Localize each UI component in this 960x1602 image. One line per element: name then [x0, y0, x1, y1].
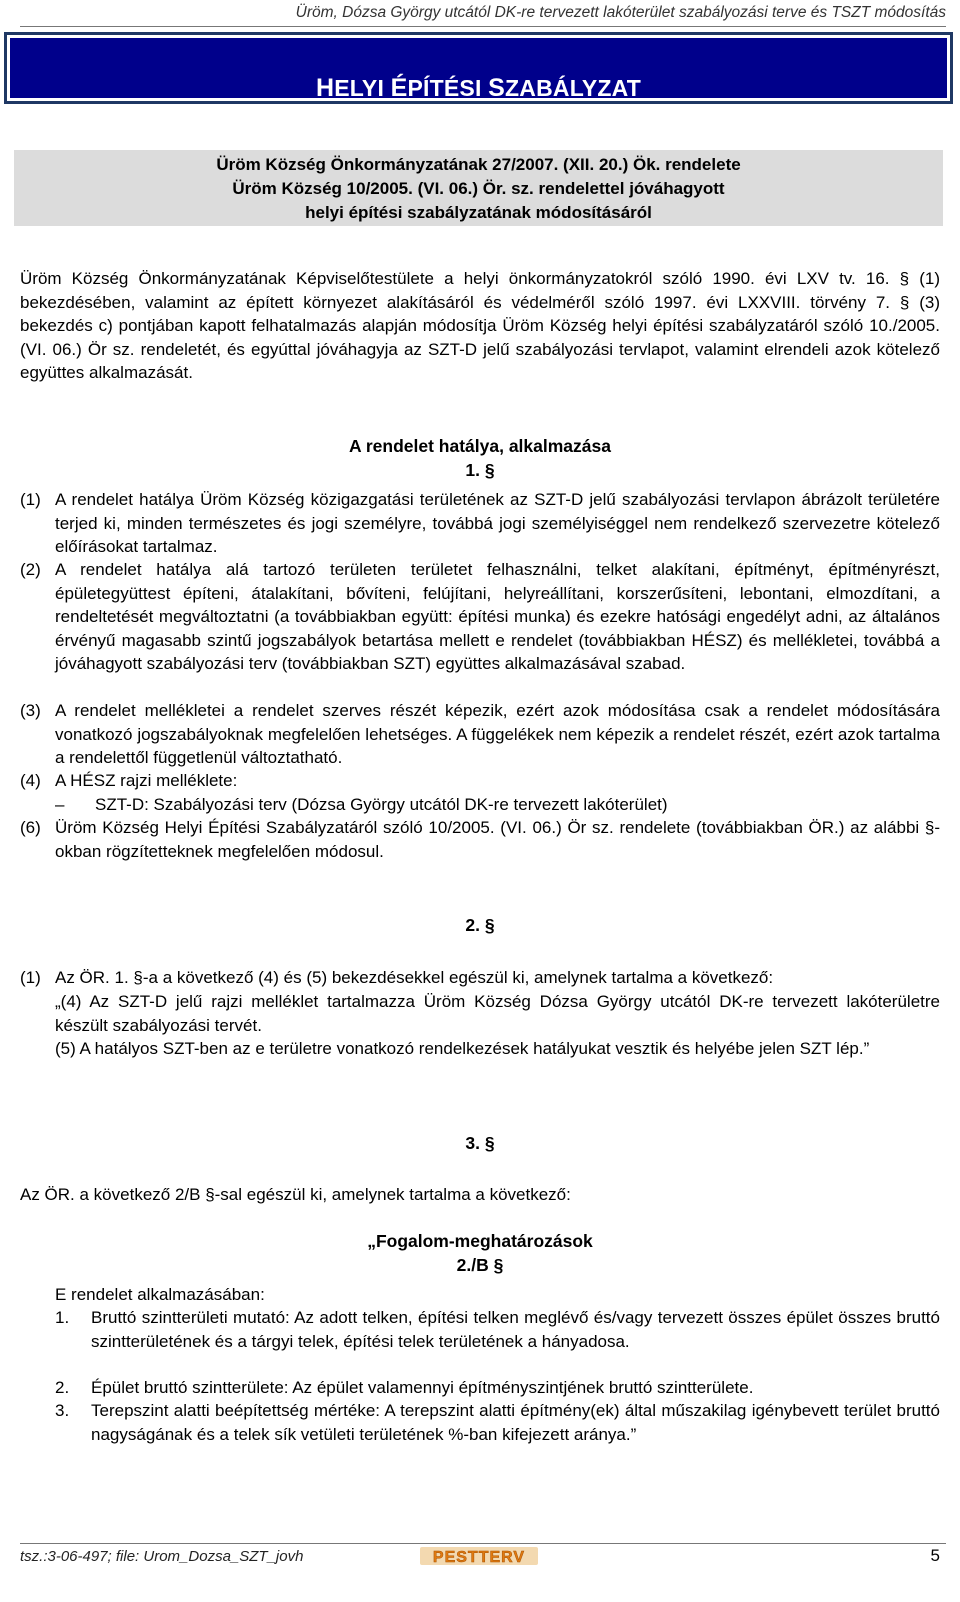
paragraph-number: (1) — [20, 490, 41, 509]
title-banner — [4, 32, 953, 104]
decree-title-box — [14, 150, 943, 226]
paragraph-1-4 — [20, 769, 940, 793]
definition-item — [55, 1306, 940, 1353]
paragraph-2-1 — [20, 966, 940, 990]
quoted-paragraph-5: (5) A hatályos SZT-ben az e területre vonatkozó rendelkezések hatályukat vesztik és helyébe jelen SZT lép.” — [55, 1039, 870, 1058]
list-item-text: SZT-D: Szabályozási terv (Dózsa György utcától DK-re tervezett lakóterület) — [95, 795, 668, 814]
paragraph-text: A rendelet hatálya alá tartozó területen területet felhasználni, telket alakítani, építményt, építményrészt, épületegyüttest építeni, átalakítani, bővíteni, felújítani, helyreállítani, korszerűsíteni, lebontani, elmozdítani, a rendeltetését megváltoztatni (a továbbiakban együtt: építési munka) és ezekre hatósági engedélyt adni, az általános érvényű magasabb szintű jogszabályok betartása mellett e rendelet (továbbiakban HÉSZ) és mellékletei, továbbá a jóváhagyott szabályozási terv (továbbiakban SZT) együttes alkalmazásával szabad. — [55, 560, 940, 673]
paragraph-1-6 — [20, 816, 940, 863]
decree-line: Üröm Község 10/2005. (VI. 06.) Ör. sz. rendelettel jóváhagyott — [232, 179, 725, 198]
footer-divider — [20, 1543, 946, 1544]
pestterv-logo — [420, 1545, 538, 1567]
definition-text: Épület bruttó szintterülete: Az épület valamennyi építményszintjének bruttó szintterülete. — [91, 1378, 754, 1397]
footer-file-reference: tsz.:3-06-497; file: Urom_Dozsa_SZT_jovh — [20, 1548, 304, 1565]
title-part-1: ELYI — [334, 75, 391, 101]
section-1-number: 1. § — [465, 460, 495, 480]
paragraph-text: A rendelet hatálya Üröm Község közigazgatási területének az SZT-D jelű szabályozási tervlapon ábrázolt területére terjed ki, minden természetes és jogi személyre, továbbá jogi személyiséggel nem rendelkező szervezetre kötelező előírásokat tartalmaz. — [55, 490, 940, 556]
decree-line: Üröm Község Önkormányzatának 27/2007. (XII. 20.) Ök. rendelete — [216, 155, 741, 174]
paragraph-number: (3) — [20, 701, 41, 720]
definition-item — [55, 1399, 940, 1446]
definitions-number: 2./B § — [456, 1255, 504, 1275]
running-header: Üröm, Dózsa György utcától DK-re tervezett lakóterület szabályozási terve és TSZT módosítás — [20, 2, 946, 27]
paragraph-text: A HÉSZ rajzi melléklete: — [55, 771, 238, 790]
definitions-heading: „Fogalom-meghatározások — [367, 1231, 593, 1251]
paragraph-number: (6) — [20, 818, 41, 837]
section-3-intro: Az ÖR. a következő 2/B §-sal egészül ki, amelynek tartalma a következő: — [20, 1185, 571, 1204]
paragraph-number: (4) — [20, 771, 41, 790]
title-part-2: PÍTÉSI — [407, 75, 489, 101]
logo-lettering: PESTTERV — [432, 1549, 526, 1566]
section-3-number: 3. § — [465, 1133, 495, 1153]
drawing-list-item — [55, 793, 935, 817]
paragraph-text: Üröm Község Helyi Építési Szabályzatáról szóló 10/2005. (VI. 06.) Ör sz. rendelete (továbbiakban ÖR.) az alábbi §-okban rögzítetteknek megfelelően módosul. — [55, 818, 940, 861]
paragraph-number: (2) — [20, 560, 41, 579]
title-part-3: ZABÁLYZAT — [505, 75, 642, 101]
paragraph-1-2 — [20, 558, 940, 676]
title-cap-s: S — [488, 74, 506, 102]
definition-text: Terepszint alatti beépítettség mértéke: A terepszint alatti építmény(ek) által műszakilag igénybevett terület bruttó nagyságának és a telek sík vetületi területének %-ban kifejezett aránya.” — [91, 1401, 940, 1444]
definition-number: 3. — [55, 1401, 70, 1420]
title-cap-e: É — [390, 74, 408, 102]
page-number: 5 — [930, 1546, 940, 1565]
paragraph-text: Az ÖR. 1. §-a a következő (4) és (5) bekezdésekkel egészül ki, amelynek tartalma a következő: — [55, 968, 774, 987]
quoted-paragraph-4: „(4) Az SZT-D jelű rajzi melléklet tartalmazza Üröm Község Dózsa György utcától DK-re tervezett lakóterületre készült szabályozási tervét. — [55, 992, 940, 1035]
section-2-number: 2. § — [465, 915, 495, 935]
section-1-heading: A rendelet hatálya, alkalmazása — [349, 436, 611, 456]
definitions-intro: E rendelet alkalmazásában: — [55, 1285, 265, 1304]
definition-number: 1. — [55, 1308, 70, 1327]
paragraph-text: A rendelet mellékletei a rendelet szerves részét képezik, ezért azok módosítása csak a rendelet módosítására vonatkozó jogszabályoknak megfelelően lehetséges. A függelékek nem képezik a rendelet részét, ezért azok tartalma a rendelettől függetlenül változtatható. — [55, 701, 940, 767]
paragraph-1-1 — [20, 488, 940, 559]
preamble: Üröm Község Önkormányzatának Képviselőtestülete a helyi önkormányzatokról szóló 1990. évi LXV tv. 16. § (1) bekezdésében, valamint az épített környezet alakításáról és védelméről szóló 1997. évi LXXVIII. törvény 7. § (3) bekezdés c) pontjában kapott felhatalmazás alapján módosítja Üröm Község helyi építési szabályzatáról szóló 10./2005.(VI. 06.) Ör sz. rendeletét, és egyúttal jóváhagyja az SZT-D jelű szabályozási tervlapot, valamint elrendeli azok kötelező együttes alkalmazását. — [20, 269, 940, 382]
decree-line: helyi építési szabályzatának módosításáról — [305, 203, 652, 222]
definition-item — [55, 1376, 940, 1400]
title-cap-h: H — [315, 74, 335, 102]
definition-number: 2. — [55, 1378, 70, 1397]
paragraph-1-3 — [20, 699, 940, 770]
paragraph-number: (1) — [20, 968, 41, 987]
dash-bullet: – — [55, 795, 65, 814]
definition-text: Bruttó szintterületi mutató: Az adott telken, építési telken meglévő és/vagy tervezett összes épület összes bruttó szintterületének és a tárgyi telek, építési telek területének a hányadosa. — [91, 1308, 940, 1351]
document-title — [7, 75, 950, 101]
